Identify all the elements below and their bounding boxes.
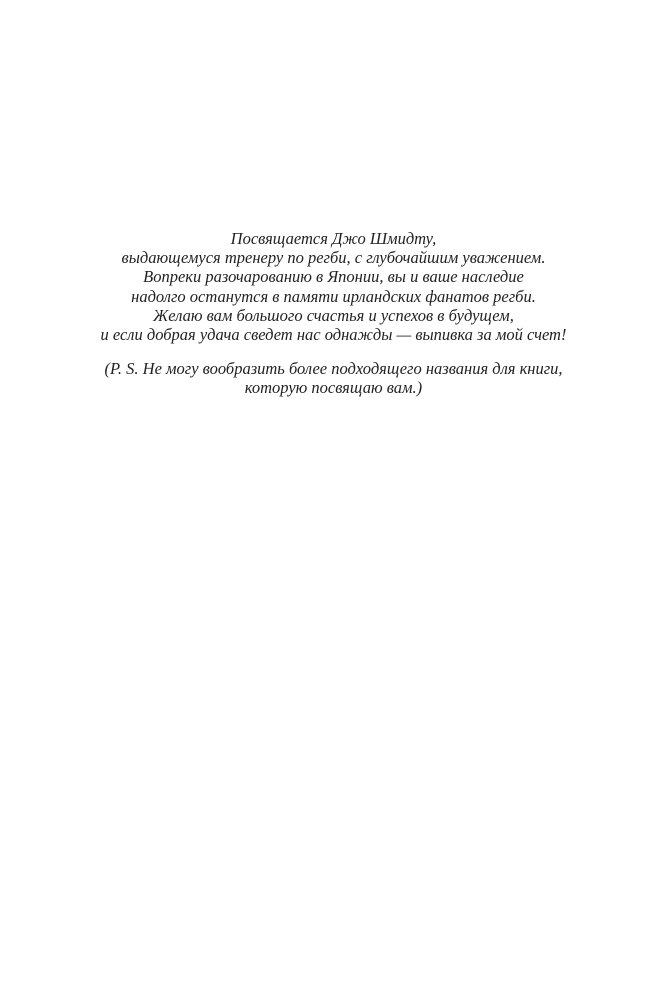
dedication-line: Посвящается Джо Шмидту, <box>230 229 437 248</box>
postscript-text <box>0 359 667 397</box>
postscript-line: которую посвящаю вам.) <box>244 378 423 398</box>
dedication-line: Желаю вам большого счастья и успехов в будущем, <box>153 305 514 325</box>
dedication-text <box>0 229 667 344</box>
dedication-line: выдающемуся тренеру по регби, с глубочайшим уважением. <box>121 248 546 268</box>
dedication-line: надолго останутся в памяти ирландских фанатов регби. <box>131 286 536 306</box>
postscript-line: (P. S. Не могу вообразить более подходящего названия для книги, <box>104 359 563 378</box>
dedication-line: Вопреки разочарованию в Японии, вы и ваше наследие <box>143 267 524 287</box>
dedication-line: и если добрая удача сведет нас однажды — выпивка за мой счет! <box>100 325 567 345</box>
